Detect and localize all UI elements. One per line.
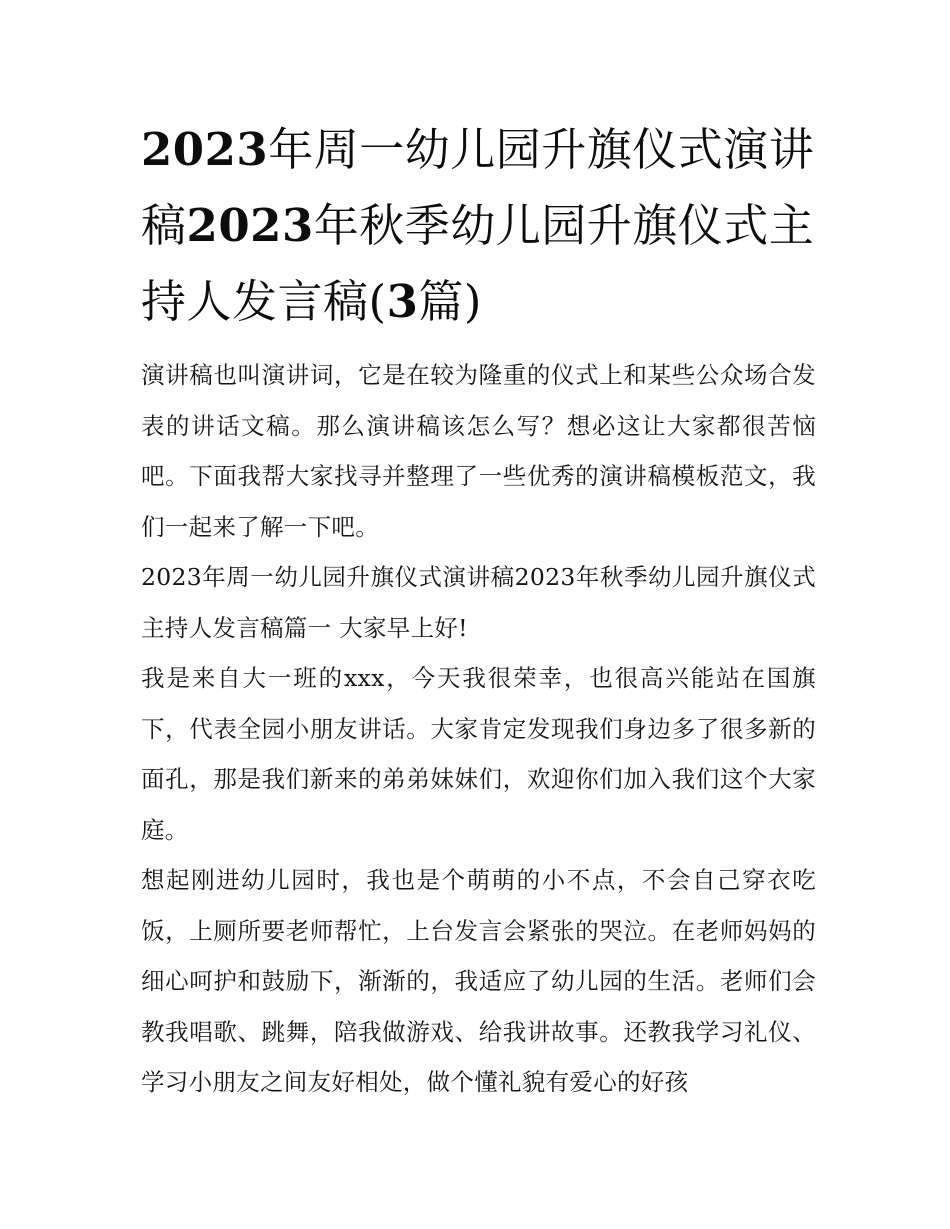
document-content (141, 112, 816, 1108)
document-body (141, 350, 816, 1108)
speech-paragraph-1: 我是来自大一班的xxx，今天我很荣幸，也很高兴能站在国旗下，代表全园小朋友讲话。大家肯定发现我们身边多了很多新的面孔，那是我们新来的弟弟妹妹们，欢迎你们加入我们这个大家庭。 (141, 664, 816, 844)
speech-paragraph-2: 想起刚进幼儿园时，我也是个萌萌的小不点，不会自己穿衣吃饭，上厕所要老师帮忙，上台发言会紧张的哭泣。在老师妈妈的细心呵护和鼓励下，渐渐的，我适应了幼儿园的生活。老师们会教我唱歌、跳舞，陪我做游戏、给我讲故事。还教我学习礼仪、学习小朋友之间友好相处，做个懂礼貌有爱心的好孩 (141, 866, 816, 1096)
section-heading-paragraph: 2023年周一幼儿园升旗仪式演讲稿2023年秋季幼儿园升旗仪式主持人发言稿篇一 大家早上好! (141, 563, 816, 642)
intro-paragraph: 演讲稿也叫演讲词，它是在较为隆重的仪式上和某些公众场合发表的讲话文稿。那么演讲稿该怎么写？想必这让大家都很苦恼吧。下面我帮大家找寻并整理了一些优秀的演讲稿模板范文，我们一起来了解一下吧。 (141, 361, 816, 541)
document-title: 2023年周一幼儿园升旗仪式演讲稿2023年秋季幼儿园升旗仪式主持人发言稿(3篇) (141, 123, 815, 328)
